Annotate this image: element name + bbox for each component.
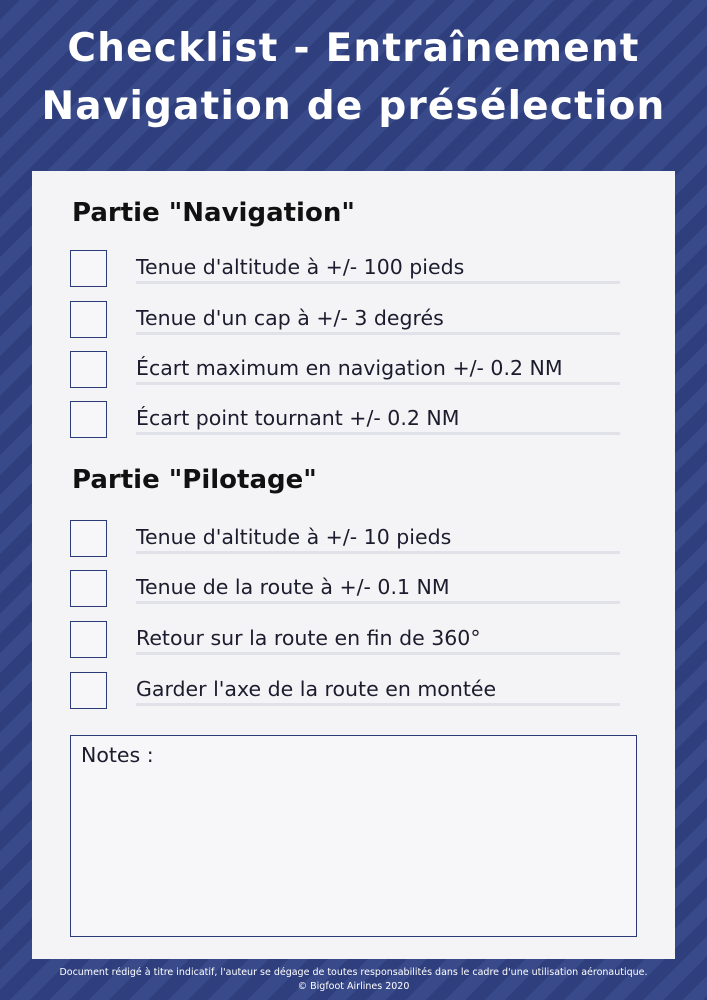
notes-label: Notes : [81,743,154,767]
checklist-item-label: Tenue d'altitude à +/- 10 pieds [136,525,452,549]
checkbox[interactable] [70,520,107,557]
checklist-item-label: Tenue d'altitude à +/- 100 pieds [136,255,465,279]
item-underline [136,652,620,655]
checkbox[interactable] [70,301,107,338]
item-underline [136,703,620,706]
notes-field[interactable] [70,735,637,937]
section-title-navigation: Partie "Navigation" [72,198,355,228]
footer-copyright: © Bigfoot Airlines 2020 [297,981,410,992]
item-underline [136,551,620,554]
page-title-line-2: Navigation de présélection [41,84,666,129]
checklist-item-label: Écart point tournant +/- 0.2 NM [136,406,460,430]
item-underline [136,601,620,604]
checkbox[interactable] [70,351,107,388]
checkbox[interactable] [70,621,107,658]
checklist-card [32,171,675,959]
checklist-item [70,621,622,663]
checklist-item [70,672,622,714]
item-underline [136,432,620,435]
item-underline [136,281,620,284]
checklist-item-label: Retour sur la route en fin de 360° [136,626,481,650]
checklist-item-label: Tenue d'un cap à +/- 3 degrés [136,306,444,330]
checklist-item [70,301,622,343]
checklist-item-label: Écart maximum en navigation +/- 0.2 NM [136,356,563,380]
checklist-item [70,570,622,612]
checklist-item [70,250,622,292]
checkbox[interactable] [70,250,107,287]
page-title-line-1: Checklist - Entraînement [67,26,640,71]
checklist-item [70,401,622,443]
item-underline [136,382,620,385]
checkbox[interactable] [70,401,107,438]
checklist-item-label: Garder l'axe de la route en montée [136,677,497,701]
checklist-item [70,351,622,393]
checkbox[interactable] [70,570,107,607]
item-underline [136,332,620,335]
checklist-item-label: Tenue de la route à +/- 0.1 NM [136,575,450,599]
checklist-item [70,520,622,562]
checkbox[interactable] [70,672,107,709]
section-title-pilotage: Partie "Pilotage" [72,465,317,495]
footer-disclaimer: Document rédigé à titre indicatif, l'auteur se dégage de toutes responsabilités dans le cadre d'une utilisation aéronautique. [59,967,648,978]
